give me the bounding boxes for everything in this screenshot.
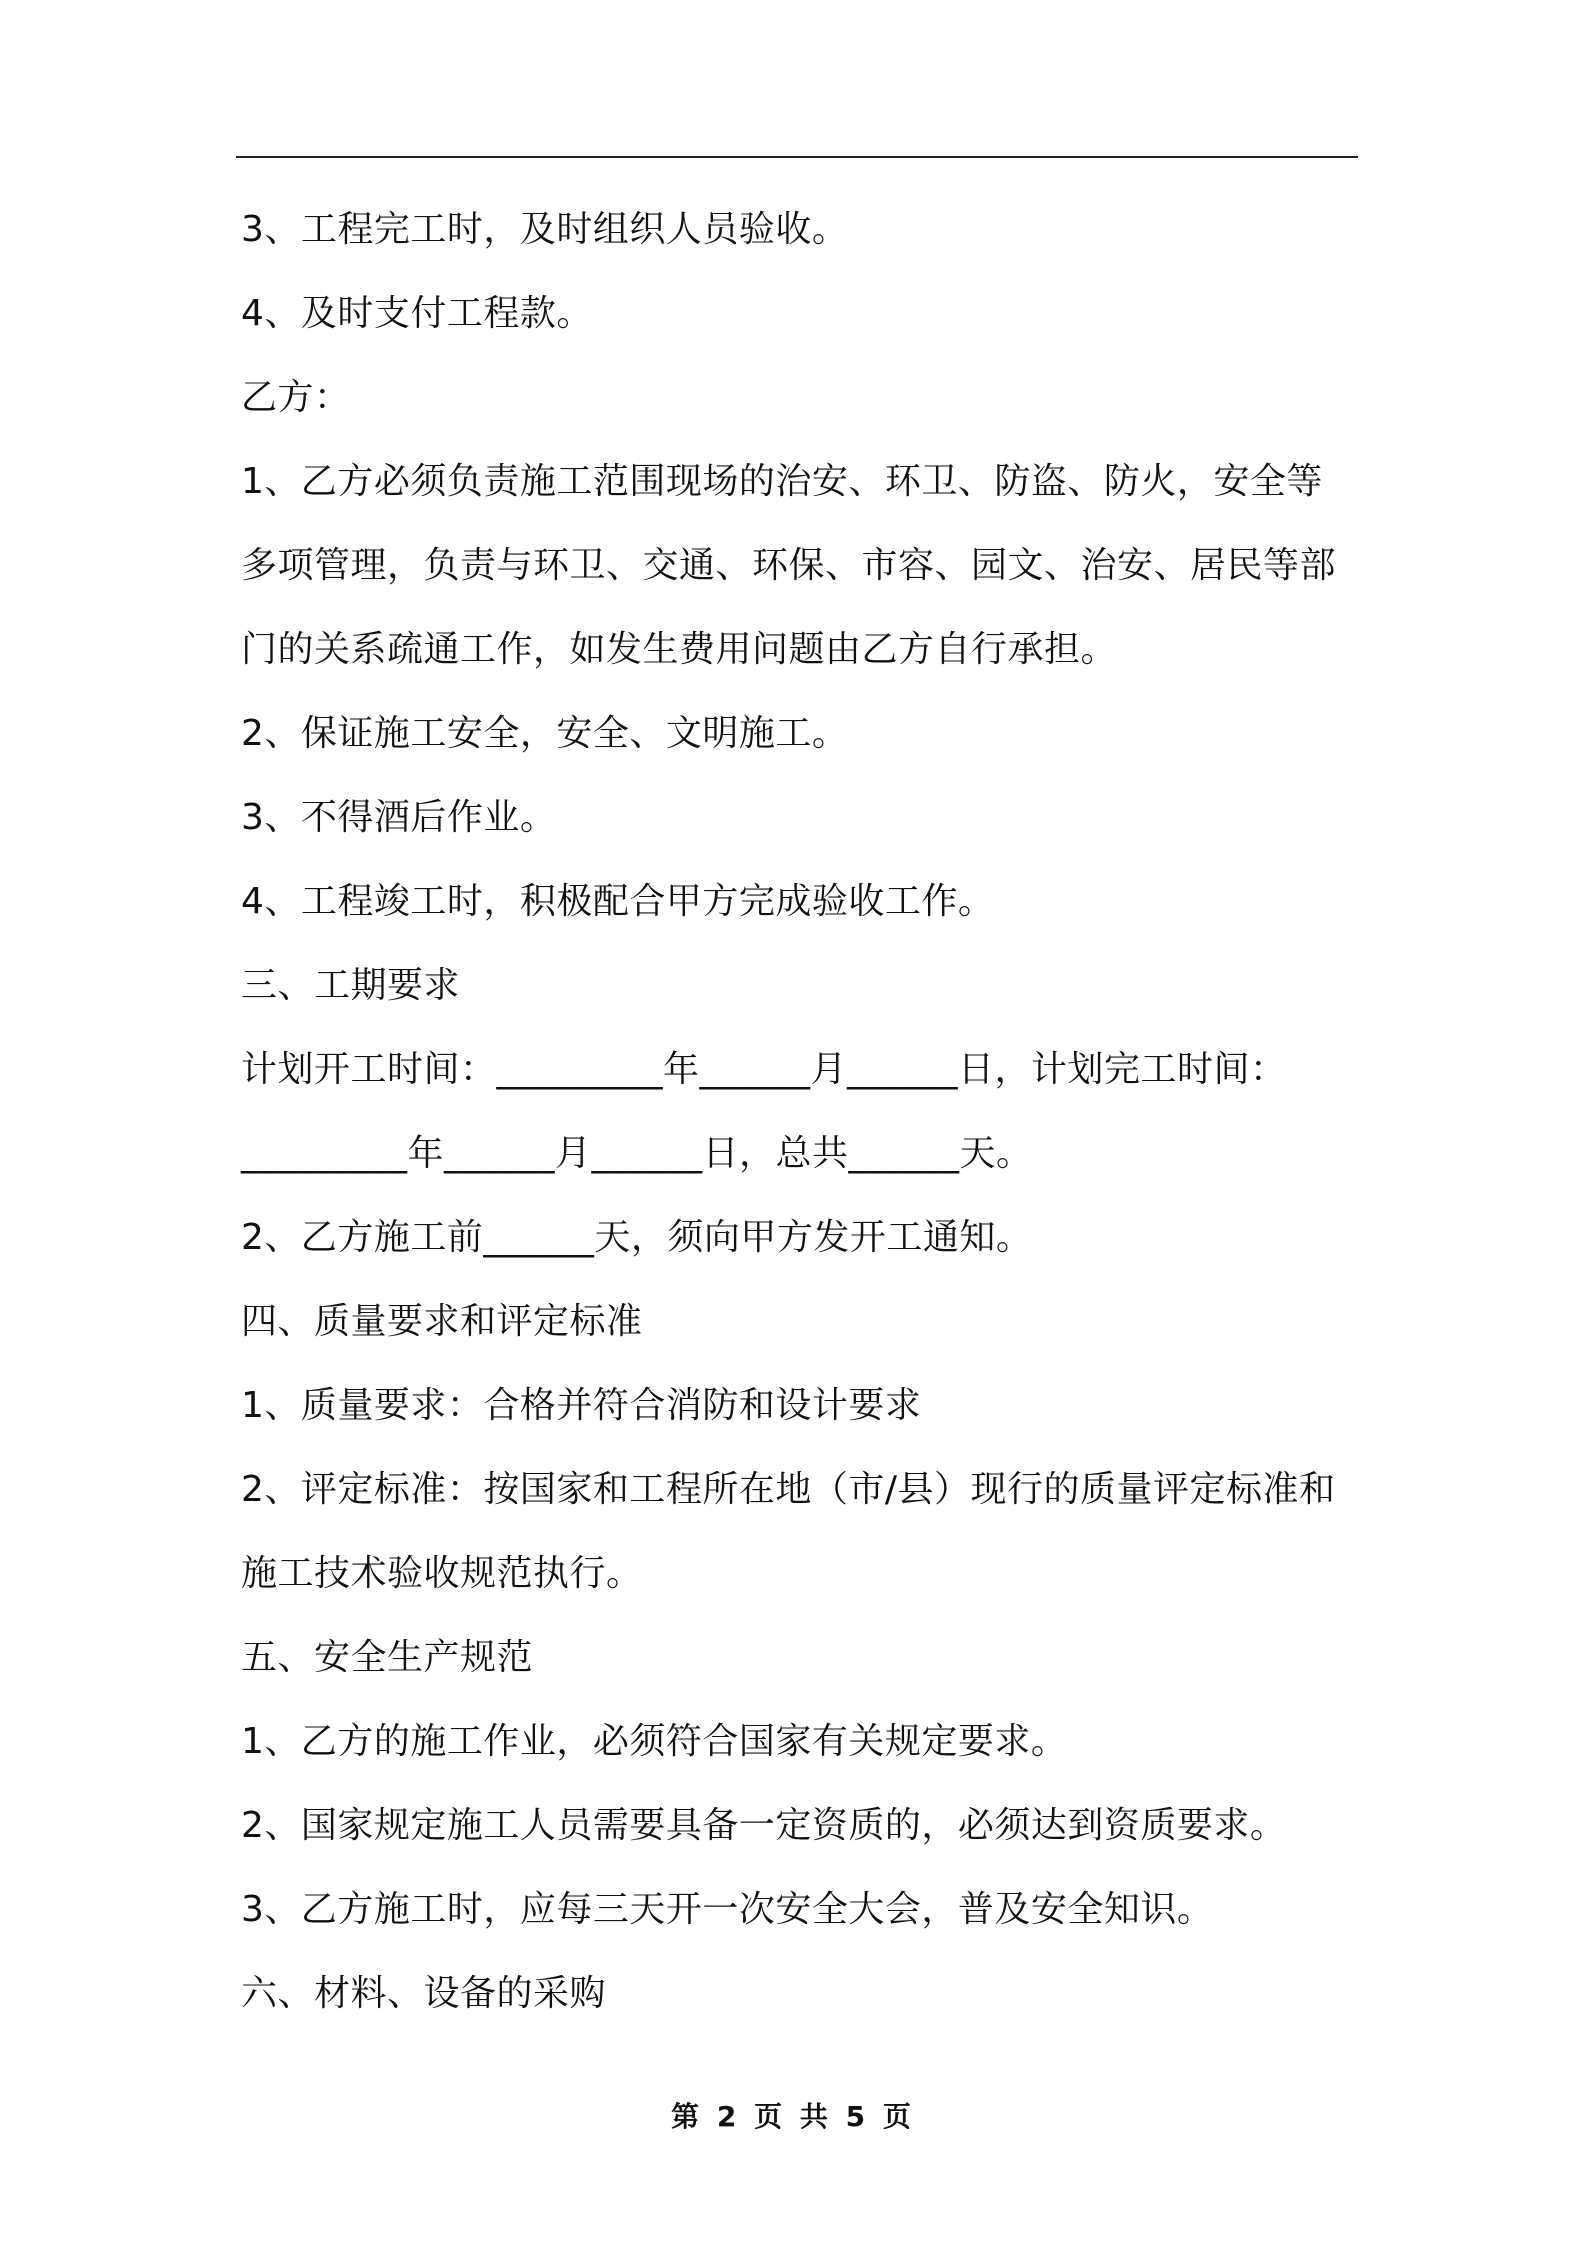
section-heading: 四、质量要求和评定标准 xyxy=(241,1301,643,1342)
text-line: 施工技术验收规范执行。 xyxy=(241,1553,643,1594)
text-line: 2、保证施工安全，安全、文明施工。 xyxy=(241,713,849,754)
text-line: 4、工程竣工时，积极配合甲方完成验收工作。 xyxy=(241,881,995,922)
page-number: 第 2 页 共 5 页 xyxy=(671,2100,915,2133)
text-line: 3、不得酒后作业。 xyxy=(241,797,557,838)
text-line: 多项管理，负责与环卫、交通、环保、市容、园文、治安、居民等部 xyxy=(241,545,1337,586)
text-line: 1、乙方的施工作业，必须符合国家有关规定要求。 xyxy=(241,1721,1068,1762)
text-line: 3、工程完工时，及时组织人员验收。 xyxy=(241,209,849,250)
text-line: 4、及时支付工程款。 xyxy=(241,293,593,334)
text-line: 门的关系疏通工作，如发生费用问题由乙方自行承担。 xyxy=(241,629,1118,670)
document-body xyxy=(241,200,1358,2048)
header-rule xyxy=(236,156,1358,158)
text-line: _________年______月______日，总共______天。 xyxy=(241,1133,1033,1174)
section-heading: 六、材料、设备的采购 xyxy=(241,1973,607,2014)
text-line: 2、乙方施工前______天，须向甲方发开工通知。 xyxy=(241,1217,1033,1258)
section-heading: 五、安全生产规范 xyxy=(241,1637,534,1678)
text-line: 2、国家规定施工人员需要具备一定资质的，必须达到资质要求。 xyxy=(241,1805,1287,1846)
text-line: 1、乙方必须负责施工范围现场的治安、环卫、防盗、防火，安全等 xyxy=(241,461,1323,502)
text-line: 计划开工时间：_________年______月______日，计划完工时间： xyxy=(241,1049,1287,1090)
text-line: 3、乙方施工时，应每三天开一次安全大会，普及安全知识。 xyxy=(241,1889,1214,1930)
text-line: 2、评定标准：按国家和工程所在地（市/县）现行的质量评定标准和 xyxy=(241,1469,1336,1510)
section-heading: 乙方： xyxy=(241,377,351,418)
text-line: 1、质量要求：合格并符合消防和设计要求 xyxy=(241,1385,922,1426)
section-heading: 三、工期要求 xyxy=(241,965,461,1006)
